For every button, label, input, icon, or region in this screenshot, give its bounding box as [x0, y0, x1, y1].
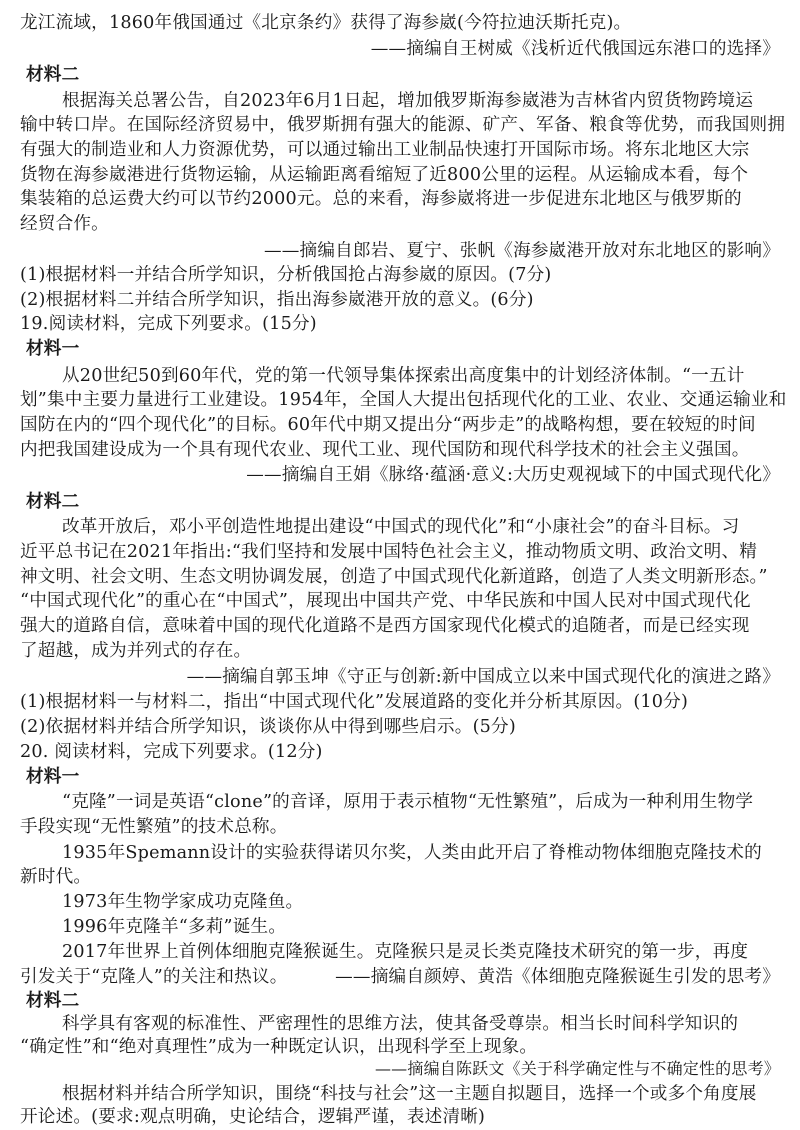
q20-header: 20. 阅读材料，完成下列要求。(12分) — [20, 742, 323, 763]
q20-material1-line: “克隆”一词是英语“clone”的音译，原用于表示植物“无性繁殖”，后成为一种利用生物学 — [62, 792, 754, 813]
q20-task-line: 开论述。(要求:观点明确，史论结合，逻辑严谨，表述清晰) — [20, 1107, 486, 1127]
q19-material2-line: 改革开放后，邓小平创造性地提出建设“中国式的现代化”和“小康社会”的奋斗目标。习 — [62, 517, 740, 538]
q20-material2-source: ——摘编自陈跃文《关于科学确定性与不确定性的思考》 — [374, 1059, 780, 1078]
q19-question-2: (2)依据材料并结合所学知识，谈谈你从中得到哪些启示。(5分) — [20, 716, 516, 737]
q18-material1-tail: 龙江流域，1860年俄国通过《北京条约》获得了海参崴(今符拉迪沃斯托克)。 — [20, 12, 632, 33]
q18-material2-line: 有强大的制造业和人力资源优势，可以通过输出工业制品快速打开国际市场。将东北地区大宗 — [20, 140, 750, 160]
q20-material1-line: 新时代。 — [20, 867, 92, 888]
q18-question-1: (1)根据材料一并结合所学知识，分析俄国抢占海参崴的原因。(7分) — [20, 265, 552, 286]
q18-material2-line: 集装箱的总运费大约可以节约2000元。总的来看，海参崴将进一步促进东北地区与俄罗斯的 — [20, 189, 742, 210]
q18-material2-line: 输中转口岸。在国际经济贸易中，俄罗斯拥有强大的能源、矿产、军备、粮食等优势，而我国则拥 — [20, 115, 786, 136]
q19-material1-line: 从20世纪50到60年代，党的第一代领导集体探索出高度集中的计划经济体制。“一五计 — [62, 365, 745, 386]
q19-material2-title: 材料二 — [26, 490, 80, 512]
q20-task-line: 根据材料并结合所学知识，围绕“科技与社会”这一主题自拟题目，选择一个或多个角度展 — [62, 1084, 757, 1104]
q19-material1-line: 内把我国建设成为一个具有现代农业、现代工业、现代国防和现代科学技术的社会主义强国。 — [20, 439, 750, 460]
q19-material2-source: ——摘编自郭玉坤《守正与创新:新中国成立以来中国式现代化的演进之路》 — [186, 667, 780, 688]
q18-material2-source: ——摘编自郎岩、夏宁、张帆《海参崴港开放对东北地区的影响》 — [263, 240, 780, 261]
q18-material2-line: 经贸合作。 — [20, 213, 109, 234]
q19-material1-source: ——摘编自王娟《脉络·蕴涵·意义:大历史观视域下的中国式现代化》 — [246, 465, 780, 486]
q18-material2-title: 材料二 — [26, 64, 80, 86]
q19-question-1: (1)根据材料一与材料二，指出“中国式现代化”发展道路的变化并分析其原因。(10分) — [20, 691, 689, 712]
q19-material2-line: “中国式现代化”的重心在“中国式”，展现出中国共产党、中华民族和中国人民对中国式现代化 — [20, 591, 751, 612]
q19-material2-line: 了超越，成为并列式的存在。 — [20, 640, 252, 661]
q18-question-2: (2)根据材料二并结合所学知识，指出海参崴港开放的意义。(6分) — [20, 289, 534, 310]
q19-material2-line: 近平总书记在2021年指出:“我们坚持和发展中国特色社会主义，推动物质文明、政治文明、精 — [20, 542, 758, 563]
q19-material2-line: 强大的道路自信，意味着中国的现代化道路不是西方国家现代化模式的追随者，而是已经实现 — [20, 616, 750, 636]
q18-material1-source: ——摘编自王树威《浅析近代俄国远东港口的选择》 — [370, 38, 780, 59]
q20-material1-line: 1973年生物学家成功克隆鱼。 — [62, 891, 304, 912]
q19-material1-title: 材料一 — [26, 338, 80, 359]
q20-material1-line: 1935年Spemann设计的实验获得诺贝尔奖，人类由此开启了脊椎动物体细胞克隆技术的 — [62, 842, 762, 863]
q19-header: 19.阅读材料，完成下列要求。(15分) — [20, 314, 317, 335]
q20-material1-title: 材料一 — [26, 765, 80, 787]
q19-material1-line: 国防在内的“四个现代化”的目标。60年代中期又提出分“两步走”的战略构想，要在较短的时间 — [20, 414, 756, 435]
q19-material2-line: 神文明、社会文明、生态文明协调发展，创造了中国式现代化新道路，创造了人类文明新形态。” — [20, 566, 768, 587]
q20-material2-line: 科学具有客观的标准性、严密理性的思维方法，使其备受尊崇。相当长时间科学知识的 — [62, 1014, 739, 1034]
q20-material1-line: 1996年克隆羊“多莉”诞生。 — [62, 916, 287, 937]
q20-material1-source: ——摘编自颜婷、黄浩《体细胞克隆猴诞生引发的思考》 — [335, 967, 780, 987]
q19-material1-line: 划”集中主要力量进行工业建设。1954年，全国人大提出包括现代化的工业、农业、交通运输业和 — [20, 390, 787, 411]
q18-material2-line: 货物在海参崴港进行货物运输，从运输距离看缩短了近800公里的运程。从运输成本看，每个 — [20, 164, 749, 185]
q20-material1-line: 2017年世界上首例体细胞克隆猴诞生。克隆猴只是灵长类克隆技术研究的第一步，再度 — [62, 942, 749, 963]
q20-material1-line: 手段实现“无性繁殖”的技术总称。 — [20, 817, 288, 837]
q20-material2-title: 材料二 — [26, 990, 80, 1011]
q20-material2-line: “确定性”和“绝对真理性”成为一种既定认识，出现科学至上现象。 — [20, 1037, 538, 1057]
q18-material2-line: 根据海关总署公告，自2023年6月1日起，增加俄罗斯海参崴港为吉林省内贸货物跨境运 — [62, 90, 754, 111]
q20-material1-line: 引发关于“克隆人”的关注和热议。 — [20, 966, 288, 987]
